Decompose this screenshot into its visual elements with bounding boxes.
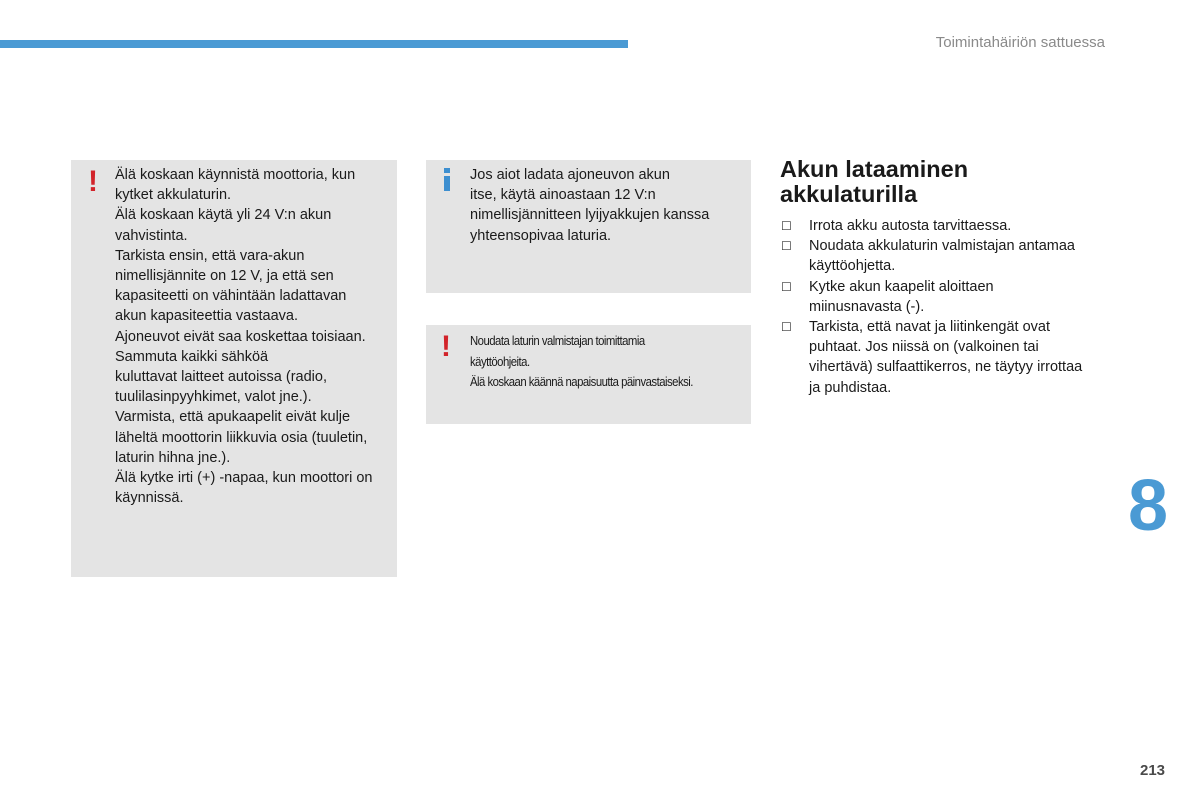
- list-item: [780, 216, 1125, 236]
- warning-box-charger: [426, 325, 751, 424]
- info-text: Jos aiot ladata ajoneuvon akun itse, käytä ainoastaan 12 V:n nimellisjännitteen lyijyakkujen kanssa yhteensopivaa laturia.: [470, 167, 710, 244]
- chapter-number: 8: [1128, 466, 1169, 546]
- exclamation-icon: !: [88, 165, 98, 198]
- warning-text: Noudata laturin valmistajan toimittamia käyttöohjeita. Älä koskaan käännä napaisuutta päinvastaiseksi.: [470, 333, 693, 389]
- list-item: [780, 277, 1125, 317]
- exclamation-icon: !: [441, 330, 451, 363]
- list-item: [780, 236, 1125, 276]
- page-number: 213: [1140, 762, 1166, 779]
- header-accent-bar: [0, 40, 628, 48]
- checkbox-icon: ☐: [781, 320, 792, 335]
- warning-text: Älä koskaan käynnistä moottoria, kun kytket akkulaturin. Älä koskaan käytä yli 24 V:n akun vahvistinta. Tarkista ensin, että vara-akun nimellisjännite on 12 V, ja että sen kapasiteetti on vähintään ladattavan akun kapasiteettia vastaava. Ajoneuvot eivät saa koskettaa toisiaan. Sammuta kaikki sähköä kuluttavat laitteet autoissa (radio, tuulilasinpyyhkimet, valot jne.). Varmista, että apukaapelit eivät kulje läheltä moottorin liikkuvia osia (tuuletin, laturin hihna jne.). Älä kytke irti (+) -napaa, kun moottori on käynnissä.: [115, 167, 373, 507]
- step-text: Irrota akku autosta tarvittaessa.: [809, 218, 1012, 234]
- chapter-title: Toimintahäiriön sattuessa: [935, 34, 1105, 51]
- step-text: Noudata akkulaturin valmistajan antamaa käyttöohjetta.: [809, 238, 1075, 275]
- warning-box-jump-start: [71, 160, 397, 577]
- checkbox-icon: ☐: [781, 219, 792, 233]
- step-text: Tarkista, että navat ja liitinkengät ovat puhtaat. Jos niissä on (valkoinen tai vihertävä) sulfaattikerros, ne täytyy irrottaa ja puhdistaa.: [809, 319, 1083, 396]
- info-box-charging: [426, 160, 751, 293]
- checkbox-icon: ☐: [781, 239, 792, 254]
- checkbox-icon: ☐: [781, 279, 792, 294]
- step-text: Kytke akun kaapelit aloittaen miinusnavasta (-).: [809, 278, 994, 315]
- steps-list: [780, 216, 1125, 398]
- list-item: [780, 317, 1125, 398]
- info-icon: [442, 166, 452, 192]
- section-heading: Akun lataaminen akkulaturilla: [780, 156, 969, 207]
